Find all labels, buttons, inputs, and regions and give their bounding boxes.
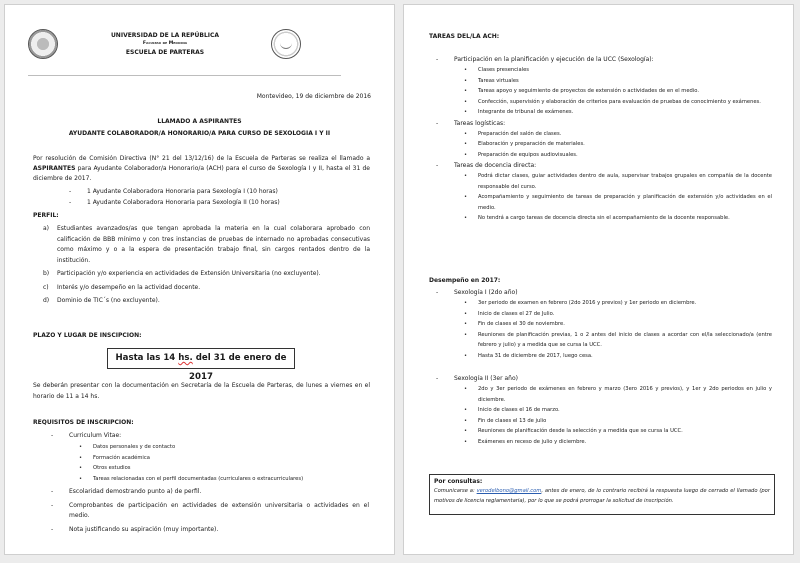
university-name: UNIVERSIDAD DE LA REPÚBLICA [110,32,220,39]
tarea-item: • Acompañamiento y seguimiento de tareas de preparación y planificación de extensión y/o actividades en el medio. [464,194,772,211]
cv-item: • Tareas relacionadas con el perfil documentadas (curriculares o extracurriculares) [79,475,304,482]
requisito-item: - Escolaridad demostrando punto a) de perfil. [51,488,202,495]
title-position: AYUDANTE COLABORADOR/A HONORARIO/A PARA CURSO DE SEXOLOGIA I Y II [68,130,331,137]
tareas-sublist [464,65,772,118]
course-detail: • Fin de clases el 30 de noviembre. [464,321,565,327]
cv-item: • Datos personales y de contacto [79,444,176,450]
position-item: - 1 Ayudante Colaboradora Honoraria para Sexología I (10 horas) [69,188,278,195]
tareas-group: - Tareas logísticas: • Preparación del salón de clases. • Elaboración y preparación de materiales. • Preparación de equipos audiovisuales. [454,119,772,161]
tareas-group: - Participación en la planificación y ejecución de la UCC (Sexología): • Clases presenciales • Tareas virtuales • Tareas apoyo y seguimiento de proyectos de extensión o actividades de en el medio. • Confección, supervisión y elaboración de criterios para evaluación de pruebas de conocimiento y exámenes. • Integrante de tribunal de exámenes. [454,55,772,118]
course-detail: • Inicio de clases el 16 de marzo. [464,407,560,413]
requisito-item: - Comprobantes de participación en actividades de extensión universitaria o actividades en el medio. [51,501,369,519]
document-page-1 [4,4,395,555]
consultas-box [429,474,775,515]
university-seal-icon [28,29,58,59]
cv-sublist [79,442,369,484]
document-page-2 [403,4,794,555]
tareas-heading: TAREAS DEL/LA ACH: [429,33,500,40]
cv-item: • Otros estudios [79,465,131,471]
tarea-item: • Tareas virtuales [464,77,519,84]
tarea-item: • Preparación de equipos audiovisuales. [464,151,578,158]
tareas-sublist [464,129,772,161]
positions-list [69,187,367,207]
header-divider [28,75,341,76]
course-detail: • Exámenes en receso de julio y diciembre. [464,438,587,445]
tarea-item: • Podrá dictar clases, guiar actividades dentro de aula, supervisar trabajos grupales en compañía de la docente responsable del curso. [464,173,772,190]
course-detail: • Inicio de clases el 27 de Julio. [464,310,555,317]
course-sublist [464,384,772,447]
position-item: - 1 Ayudante Colaboradora Honoraria para Sexología II (10 horas) [69,199,280,206]
requisito-item: - Nota justificando su aspiración (muy importante). [51,525,219,533]
course-item: - Sexología II (3er año) • 2do y 3er periodo de exámenes en febrero y marzo (3ero 2016 y previos), y 1er y 2do periodos en julio y diciembre. • Inicio de clases el 16 de marzo. • Fin de clases el 13 de julio • Reuniones de planificación desde la selección y a medida que se cursa la UCC. • Exámenes en receso de julio y diciembre. [454,374,772,447]
school-name: ESCUELA DE PARTERAS [125,49,205,56]
title-call: LLAMADO A ASPIRANTES [157,118,242,125]
tarea-item: • Elaboración y preparación de materiales. [464,141,585,147]
course-detail: • Hasta 31 de diciembre de 2017, luego cesa. [464,352,593,359]
course-detail: • Fin de clases el 13 de julio [464,417,547,424]
perfil-heading: PERFIL: [33,212,59,219]
requisito-item-cv: - Curriculum Vitae: • Datos personales y de contacto • Formación académica • Otros estudios • Tareas relacionadas con el perfil documentadas (curriculares o extracurriculares) [69,431,369,484]
tareas-group: - Tareas de docencia directa: • Podrá dictar clases, guiar actividades dentro de aula, supervisar trabajos grupales en compañía de la docente responsable del curso. • Acompañamiento y seguimiento de tareas de preparación y planificación de extensión y/o actividades en el medio. • No tendrá a cargo tareas de docencia directa sin el acompañamiento de la docente responsable. [454,161,772,224]
perfil-item: a) Estudiantes avanzados/as que tengan aprobada la materia en la cual colaborara aprobado con calificación de BBB mínimo y con tres instancias de pruebas de internado no aprobadas consecutivas como máximo y o a la espera de presentación trabajo final, sin cargos rentados dentro de la institución. [43,225,370,264]
consultas-text: Comunicarse a: verodelbono@gmail.com, antes de enero, de lo contrario recibirá la respuesta luego de cerrado el llamado (por motivos de licencia reglamentaria), por lo que se podrá prorrogar la solicitud de inscripción. [434,488,770,504]
plazo-heading: PLAZO Y LUGAR DE INSCIPCION: [33,332,142,339]
desempeno-heading: Desempeño en 2017: [429,277,501,284]
deadline-text: Hasta las 14 hs. del 31 de enero de 2017 [115,353,287,382]
tarea-item: • Tareas apoyo y seguimiento de proyectos de extensión o actividades de en el medio. [464,88,699,94]
deadline-box [107,348,295,382]
course-item: - Sexología I (2do año) • 3er periodo de examen en febrero (2do 2016 y previos) y 1er periodo en diciembre. • Inicio de clases el 27 de Julio. • Fin de clases el 30 de noviembre. • Reuniones de planificación previas, 1 o 2 antes del inicio de clases a acordar con el/la seleccionado/a (entre febrero y julio) y a medida que se cursa la UCC. • Hasta 31 de diciembre de 2017, luego cesa. [454,288,772,361]
tarea-item: • Clases presenciales [464,67,529,73]
presentation-paragraph: Se deberán presentar con la documentación en Secretaría de la Escuela de Parteras, de lunes a viernes en el horario de 11 a 14 hs. [33,382,370,400]
requisitos-list [51,431,369,535]
school-seal-icon [271,29,301,59]
tarea-item: • Confección, supervisión y elaboración de criterios para evaluación de pruebas de conocimiento y exámenes. [464,98,761,105]
course-detail: • 2do y 3er periodo de exámenes en febrero y marzo (3ero 2016 y previos), y 1er y 2do periodos en julio y diciembre. [464,386,772,403]
cv-item: • Formación académica [79,454,150,461]
course-detail: • Reuniones de planificación desde la selección y a medida que se cursa la UCC. [464,428,683,434]
tarea-item: • Preparación del salón de clases. [464,130,562,137]
requisitos-heading: REQUISITOS DE INSCRIPCION: [33,419,134,426]
faculty-name: Facultad de Medicina [142,41,188,46]
perfil-list [43,224,370,307]
letterhead [65,31,265,57]
tareas-list [436,55,772,224]
contact-email-link[interactable]: verodelbono@gmail.com [476,488,542,494]
intro-paragraph: Por resolución de Comisión Directiva (N° 21 del 13/12/16) de la Escuela de Parteras se realiza el llamado a ASPIRANTES para Ayudante Colaborador/a Honorario/a (ACH) para el curso de Sexología I y II, hasta el 31 de diciembre de 2017. [33,155,370,182]
document-date: Montevideo, 19 de diciembre de 2016 [256,93,371,100]
perfil-item: d) Dominio de TIC´s (no excluyente). [43,297,160,304]
consultas-heading: Por consultas: [434,478,483,485]
course-sublist [464,298,772,361]
perfil-item: b) Participación y/o experiencia en actividades de Extensión Universitaria (no excluyente). [43,270,321,277]
tareas-sublist [464,171,772,224]
course-detail: • Reuniones de planificación previas, 1 o 2 antes del inicio de clases a acordar con el/la seleccionado/a (entre febrero y julio) y a medida que se cursa la UCC. [464,331,772,348]
perfil-item: c) Interés y/o desempeño en la actividad docente. [43,283,201,291]
course-detail: • 3er periodo de examen en febrero (2do 2016 y previos) y 1er periodo en diciembre. [464,300,697,306]
tarea-item: • Integrante de tribunal de exámenes. [464,109,574,115]
courses-list [436,288,772,447]
tarea-item: • No tendrá a cargo tareas de docencia directa sin el acompañamiento de la docente responsable. [464,215,730,221]
